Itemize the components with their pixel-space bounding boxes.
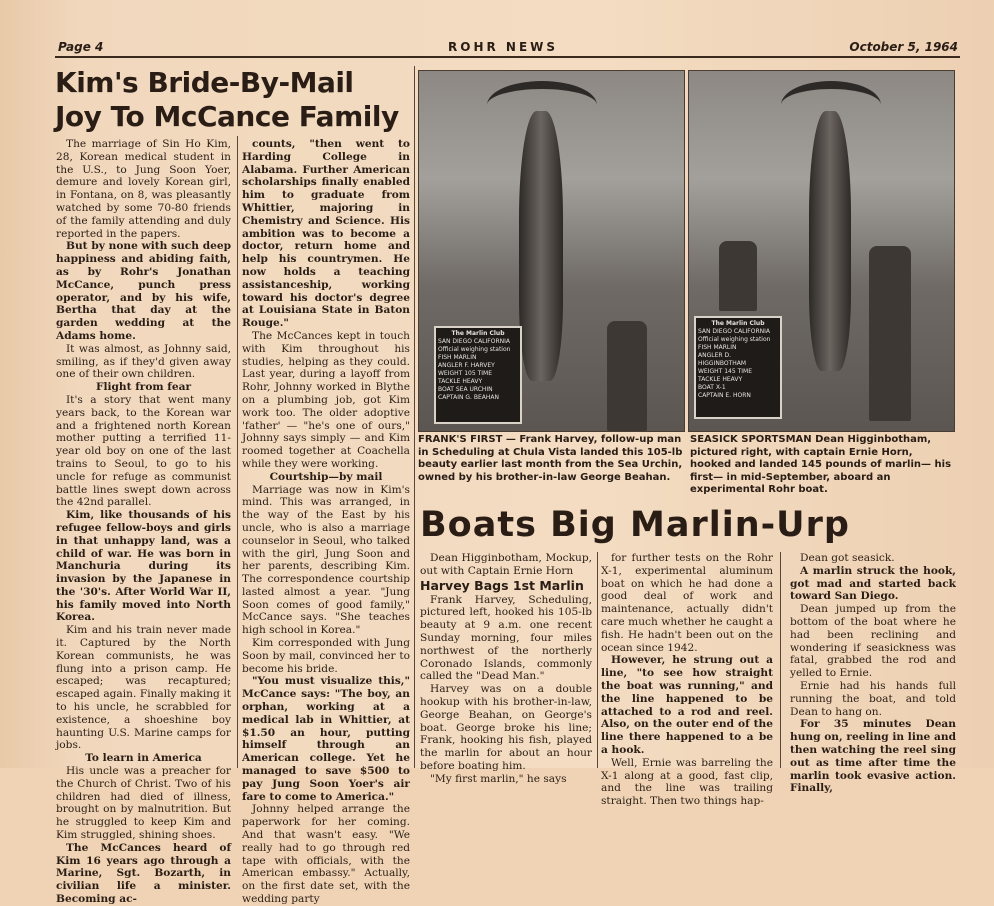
sign-line: SAN DIEGO CALIFORNIA	[438, 338, 510, 345]
marlin-figure	[809, 111, 851, 371]
paragraph: But by none with such deep happiness and abiding faith, as by Rohr's Jonathan McCance, punch press operator, and by his wife, Bertha that day at the garden wedding at the Adams home.	[56, 240, 231, 342]
sign-line: BOAT X-1	[698, 384, 726, 391]
article2-headline: Boats Big Marlin-Urp	[420, 505, 850, 545]
column-divider	[414, 66, 415, 768]
paragraph: Kim, like thousands of his refugee fellow-boys and girls in that unhappy land, was a child of war. He was born in Manchuria during its invasion by the Japanese in the '30's. After World War II, his family moved into North Korea.	[56, 509, 231, 624]
headline-line2: Joy To McCance Family	[55, 100, 399, 133]
page-header	[58, 40, 958, 56]
section-subhead: Flight from fear	[95, 381, 192, 394]
paragraph: for further tests on the Rohr X-1, experimental aluminum boat on which he had done a good deal of work and maintenance, actually didn't care much whether he caught a fish. He hadn't been out on the ocean since 1942.	[601, 552, 773, 654]
paragraph: Kim and his train never made it. Captured by the North Korean communists, he was flung into a prison camp. He escaped; was recaptured; escaped again. Finally making it to his uncle, he scrabbled for existence, a shoeshine boy haunting U.S. Marine camps for jobs.	[56, 624, 231, 752]
paragraph: Dean got seasick.	[800, 552, 895, 564]
sign-line: WEIGHT 145 TIME	[698, 368, 752, 375]
sign-line: The Marlin Club	[451, 330, 505, 337]
captain-figure	[719, 241, 757, 311]
sign-line: ANGLER F. HARVEY	[438, 362, 495, 369]
marlin-tail	[781, 81, 881, 129]
paragraph: "My first marlin," he says	[430, 772, 567, 785]
right-photo-caption: SEASICK SPORTSMAN Dean Higginbotham, pictured right, with captain Ernie Horn, hooked and landed 145 pounds of marlin— his first— in mid-September, aboard an experimental Rohr boat.	[690, 434, 952, 495]
photo-dean-higginbotham	[688, 70, 955, 432]
angler-figure	[869, 246, 911, 421]
column-divider	[597, 552, 598, 768]
paragraph: Harvey was on a double hookup with his brother-in-law, George Beahan, on George's boat. George broke his line; Frank, hooking his fish, played the marlin for about an hour before boating him.	[420, 683, 592, 772]
paragraph: His uncle was a preacher for the Church of Christ. Two of his children had died of illness, brought on by malnutrition. But he struggled to keep Kim and Kim struggled, shining shoes.	[56, 765, 231, 842]
sign-line: Official weighing station	[698, 336, 771, 343]
sign-line: WEIGHT 105 TIME	[438, 370, 492, 377]
sign-line: CAPTAIN G. BEAHAN	[438, 394, 499, 401]
article2-column3	[790, 552, 956, 795]
sign-line: BOAT SEA URCHIN	[438, 386, 493, 393]
paragraph: counts, "then went to Harding College in Alabama. Further American scholarships finally enabled him to graduate from Whittier, majoring in Chemistry and Science. His ambition was to become a doctor, return home and help his countrymen. He now holds a teaching assistanceship, working toward his doctor's degree at Louisiana State in Baton Rouge."	[242, 138, 410, 330]
paragraph: Marriage was now in Kim's mind. This was arranged, in the way of the East by his uncle, who is also a marriage counselor in Seoul, who talked with the girl, Jung Soon and her parents, describing Kim. The correspondence courtship lasted almost a year. "Jung Soon comes of good family," McCance says. "She teaches high school in Korea."	[242, 483, 410, 637]
photo-frank-harvey	[418, 70, 685, 432]
weigh-station-sign	[434, 326, 522, 424]
paragraph: Ernie had his hands full running the boat, and told Dean to hang on.	[790, 679, 956, 718]
paper-name: ROHR NEWS	[448, 40, 559, 54]
sign-line: ANGLER D. HIGGINBOTHAM	[698, 352, 747, 367]
weigh-station-sign	[694, 316, 782, 419]
paragraph: The McCances kept in touch with Kim throughout his studies, helping as they could. Last year, during a layoff from Rohr, Johnny worked in Blythe on a plumbing job, got Kim work too. The older adoptive 'father' — "he's one of ours," Johnny says simply — and Kim roomed together at Coachella while they were working.	[242, 329, 410, 470]
paragraph: For 35 minutes Dean hung on, reeling in line and then watching the reel sing out as time after time the marlin took evasive action. Finally,	[790, 718, 956, 795]
sign-line: TACKLE HEAVY	[438, 378, 483, 385]
paragraph: A marlin struck the hook, got mad and started back toward San Diego.	[790, 564, 956, 603]
sign-line: Official weighing station	[438, 346, 511, 353]
article2-intro: Dean Higginbotham, Mockup, out with Captain Ernie Horn	[420, 552, 592, 577]
page-number: Page 4	[58, 40, 104, 54]
sign-line: FISH MARLIN	[438, 354, 477, 361]
article2-column2	[601, 552, 773, 808]
section-subhead: Courtship—by mail	[269, 470, 383, 483]
paragraph: It's a story that went many years back, to the Korean war and a frightened north Korean mother putting a terrified 11-year old boy on one of the last trains to Seoul, to go to his uncle for refuge as communist battle lines swept down across the 42nd parallel.	[56, 393, 231, 509]
marlin-figure	[519, 111, 563, 381]
paragraph: Well, Ernie was barreling the X-1 along at a good, fast clip, and the line was trailing straight. Then two things hap-	[601, 756, 773, 808]
headline-line1: Kim's Bride-By-Mail	[55, 66, 354, 99]
article2-column1-body	[420, 594, 592, 786]
column-divider	[780, 552, 781, 768]
article2-column1	[420, 552, 592, 785]
article2-subhead: Harvey Bags 1st Marlin	[420, 577, 584, 593]
sign-line: The Marlin Club	[711, 320, 765, 327]
article1-column2	[242, 138, 410, 906]
paragraph: It was almost, as Johnny said, smiling, as if they'd given away one of their own children.	[56, 342, 231, 381]
issue-date: October 5, 1964	[849, 40, 958, 54]
marlin-tail	[487, 81, 597, 129]
paragraph: "You must visualize this," McCance says: "The boy, an orphan, working at a medical lab in Whittier, at $1.50 an hour, putting himself through an American college. Yet he managed to save $500 to pay Jung Soon Yoer's air fare to come to America."	[242, 675, 410, 803]
paragraph: The marriage of Sin Ho Kim, 28, Korean medical student in the U.S., to Jung Soon Yoer, demure and lovely Korean girl, in Fontana, on 8, was pleasantly watched by some 70-80 friends of the family attending and duly reported in the papers.	[56, 138, 231, 240]
sign-line: SAN DIEGO CALIFORNIA	[698, 328, 770, 335]
paragraph: The McCances heard of Kim 16 years ago through a Marine, Sgt. Bozarth, in civilian life a minister. Becoming ac-	[56, 841, 231, 906]
sign-line: CAPTAIN E. HORN	[698, 392, 751, 399]
section-subhead: To learn in America	[85, 752, 202, 765]
paragraph: Frank Harvey, Scheduling, pictured left, hooked his 105-lb beauty at 9 a.m. one recent Sunday morning, four miles northwest of the northerly Coronado Islands, commonly called the "Dead Man."	[420, 593, 592, 683]
angler-figure	[607, 321, 647, 431]
sign-line: FISH MARLIN	[698, 344, 737, 351]
article1-column1	[56, 138, 231, 906]
article1-headline	[55, 66, 410, 134]
paragraph: However, he strung out a line, "to see how straight the boat was running," and the line happened to be attached to a rod and reel. Also, on the outer end of the line there happened to a be a hook.	[601, 654, 773, 756]
sign-line: TACKLE HEAVY	[698, 376, 743, 383]
column-divider	[237, 136, 238, 768]
left-photo-caption: FRANK'S FIRST — Frank Harvey, follow-up man in Scheduling at Chula Vista landed this 105-lb beauty earlier last month from the Sea Urchin, owned by his brother-in-law George Beahan.	[418, 434, 683, 483]
paragraph: Dean jumped up from the bottom of the boat where he had been reclining and wondering if seasickness was fatal, grabbed the rod and yelled to Ernie.	[790, 603, 956, 680]
header-rule	[55, 56, 960, 58]
paragraph: Johnny helped arrange the paperwork for her coming. And that wasn't easy. "We really had to go through red tape with officials, with the American embassy." Actually, on the first date set, with the wedding party	[242, 803, 410, 906]
paragraph: Kim corresponded with Jung Soon by mail, convinced her to become his bride.	[242, 637, 410, 675]
